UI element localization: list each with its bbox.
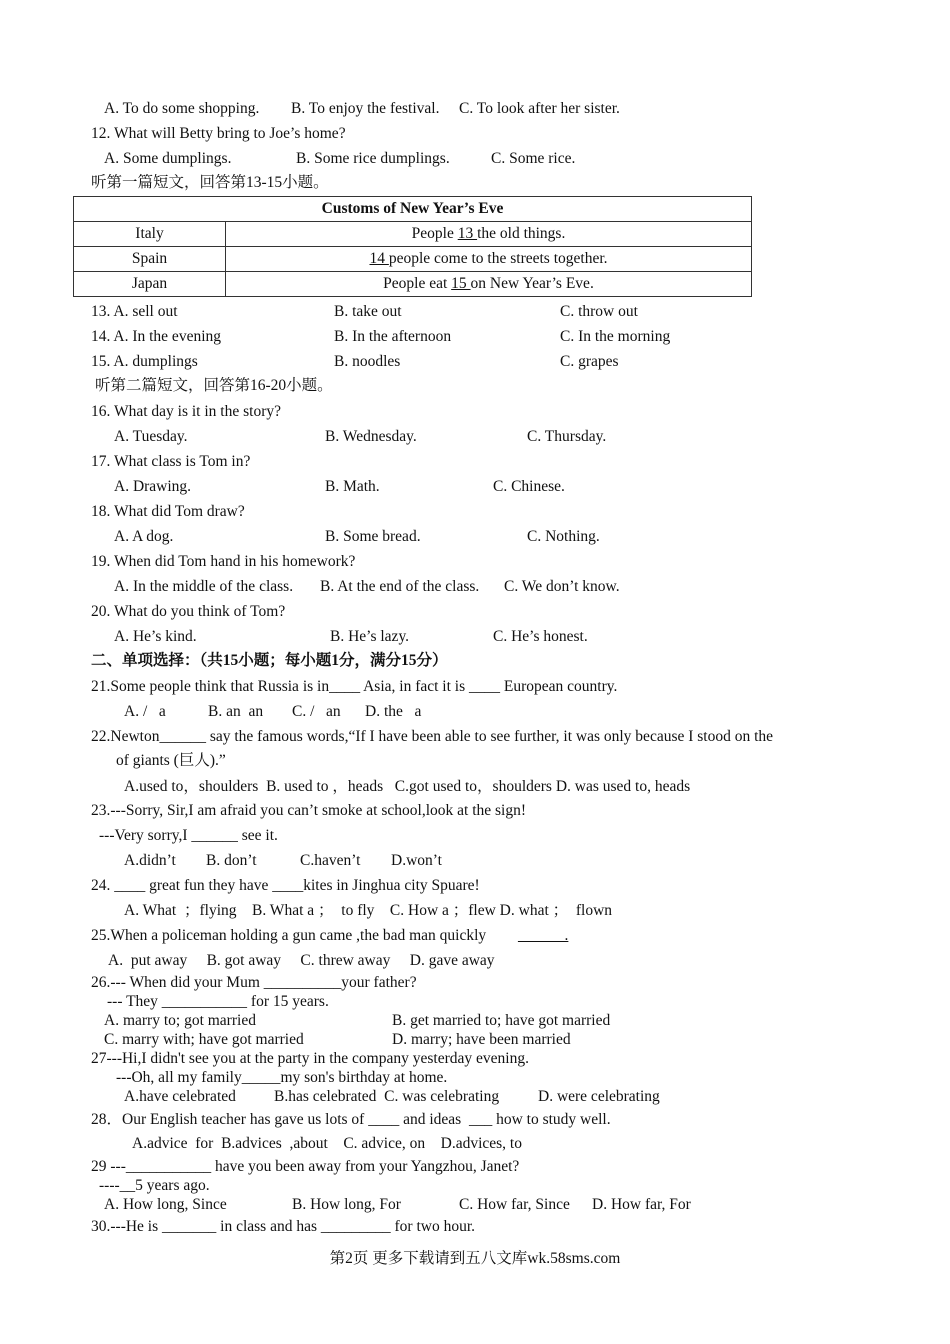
text-line: 14. A. In the evening — [91, 328, 222, 345]
text-line: B. At the end of the class. — [320, 578, 480, 595]
table-country: Japan — [74, 272, 226, 297]
text-line: 26.--- When did your Mum __________your father? — [91, 974, 417, 991]
table-custom: People eat 15 on New Year’s Eve. — [226, 272, 752, 297]
text-line: 18. What did Tom draw? — [91, 503, 245, 520]
text-line: B. In the afternoon — [334, 328, 452, 345]
text-line: 20. What do you think of Tom? — [91, 603, 286, 620]
text-line: B.has celebrated C. was celebrating — [274, 1088, 500, 1105]
text-line: A. put away B. got away C. threw away D. gave away — [108, 952, 495, 969]
text-line: B. He’s lazy. — [330, 628, 410, 645]
text-line: C. He’s honest. — [493, 628, 588, 645]
table-row — [74, 247, 752, 272]
text-line: D. the a — [365, 703, 422, 720]
text-line: B. Wednesday. — [325, 428, 417, 445]
text-line: 17. What class is Tom in? — [91, 453, 251, 470]
text-line: 25.When a policeman holding a gun came ,the bad man quickly — [91, 927, 487, 944]
table-row — [74, 272, 752, 297]
text-line: D. were celebrating — [538, 1088, 660, 1105]
text-line: 24. ____ great fun they have ____kites in Jinghua city Spuare! — [91, 877, 480, 894]
text-line: A. Some dumplings. — [104, 150, 232, 167]
text-line: ______. — [518, 927, 569, 944]
text-line: C. In the morning — [560, 328, 671, 345]
text-line: A. How long, Since — [104, 1196, 227, 1213]
section-heading: 二、单项选择：（共15小题；每小题1分，满分15分） — [91, 652, 448, 669]
text-line: ---Very sorry,I ______ see it. — [99, 827, 278, 844]
text-line: B. How long, For — [292, 1196, 401, 1213]
text-line: 22.Newton______ say the famous words,“If I have been able to see further, it was only because I stood on the — [91, 728, 774, 745]
table-custom: People 13 the old things. — [226, 222, 752, 247]
text-line: A. He’s kind. — [114, 628, 197, 645]
text-line: B. Some bread. — [325, 528, 421, 545]
text-line: C. throw out — [560, 303, 638, 320]
text-line: A. A dog. — [114, 528, 174, 545]
text-line: B. noodles — [334, 353, 401, 370]
text-line: 29 ---___________ have you been away from your Yangzhou, Janet? — [91, 1158, 520, 1175]
text-line: 听第二篇短文，回答第16-20小题。 — [95, 377, 333, 394]
text-line: C. Chinese. — [493, 478, 565, 495]
text-line: 27---Hi,I didn't see you at the party in the company yesterday evening. — [91, 1050, 529, 1067]
text-line: of giants (巨人).” — [116, 752, 226, 769]
text-line: B. an an — [208, 703, 264, 720]
text-line: C. marry with; have got married — [104, 1031, 304, 1048]
text-line: D. How far, For — [592, 1196, 691, 1213]
text-line: 13. A. sell out — [91, 303, 178, 320]
text-line: A.used to，shoulders B. used to ，heads C.got used to，shoulders D. was used to, heads — [124, 778, 691, 795]
text-line: C. / an — [292, 703, 341, 720]
table-header-row — [74, 197, 752, 222]
text-line: 19. When did Tom hand in his homework? — [91, 553, 356, 570]
text-line: B. Math. — [325, 478, 380, 495]
text-line: D. marry; have been married — [392, 1031, 571, 1048]
text-line: B. Some rice dumplings. — [296, 150, 450, 167]
text-line: 12. What will Betty bring to Joe’s home? — [91, 125, 346, 142]
text-line: 听第一篇短文，回答第13-15小题。 — [91, 174, 329, 191]
text-line: A. Drawing. — [114, 478, 192, 495]
text-line: C. To look after her sister. — [459, 100, 620, 117]
text-line: A. To do some shopping. — [104, 100, 260, 117]
text-line: B. To enjoy the festival. — [291, 100, 440, 117]
text-line: ---Oh, all my family_____my son's birthday at home. — [116, 1069, 448, 1086]
text-line: 30.---He is _______ in class and has _________ for two hour. — [91, 1218, 476, 1235]
table-row — [74, 222, 752, 247]
text-line: A.didn’t — [124, 852, 176, 869]
text-line: B. take out — [334, 303, 402, 320]
text-line: A.advice for B.advices ,about C. advice, on D.advices, to — [132, 1135, 522, 1152]
text-line: B. don’t — [206, 852, 257, 869]
text-line: A. Tuesday. — [114, 428, 188, 445]
text-line: C. We don’t know. — [504, 578, 620, 595]
text-line: C. grapes — [560, 353, 619, 370]
text-line: B. get married to; have got married — [392, 1012, 611, 1029]
text-line: 21.Some people think that Russia is in____ Asia, in fact it is ____ European country. — [91, 678, 618, 695]
text-line: C. How far, Since — [459, 1196, 570, 1213]
text-line: A. marry to; got married — [104, 1012, 256, 1029]
text-line: 15. A. dumplings — [91, 353, 198, 370]
page-footer: 第2页 更多下载请到五八文库wk.58sms.com — [329, 1250, 621, 1267]
text-line: A. In the middle of the class. — [114, 578, 294, 595]
table-country: Spain — [74, 247, 226, 272]
text-line: --- They ___________ for 15 years. — [107, 993, 329, 1010]
text-line: ----__5 years ago. — [99, 1177, 210, 1194]
text-line: 16. What day is it in the story? — [91, 403, 281, 420]
text-line: C.haven’t — [300, 852, 361, 869]
text-line: A.have celebrated — [124, 1088, 236, 1105]
text-line: A. / a — [124, 703, 166, 720]
text-line: C. Thursday. — [527, 428, 607, 445]
text-line: C. Some rice. — [491, 150, 576, 167]
table-country: Italy — [74, 222, 226, 247]
table-custom: 14 people come to the streets together. — [226, 247, 752, 272]
text-line: 28．Our English teacher has gave us lots of ____ and ideas ___ how to study well. — [91, 1111, 611, 1128]
table-title: Customs of New Year’s Eve — [74, 197, 752, 222]
customs-table — [73, 196, 752, 297]
text-line: 23.---Sorry, Sir,I am afraid you can’t smoke at school,look at the sign! — [91, 802, 526, 819]
text-line: C. Nothing. — [527, 528, 600, 545]
text-line: A. What ；flying B. What a ； to fly C. How a ；flew D. what ； flown — [124, 902, 613, 919]
text-line: D.won’t — [391, 852, 442, 869]
